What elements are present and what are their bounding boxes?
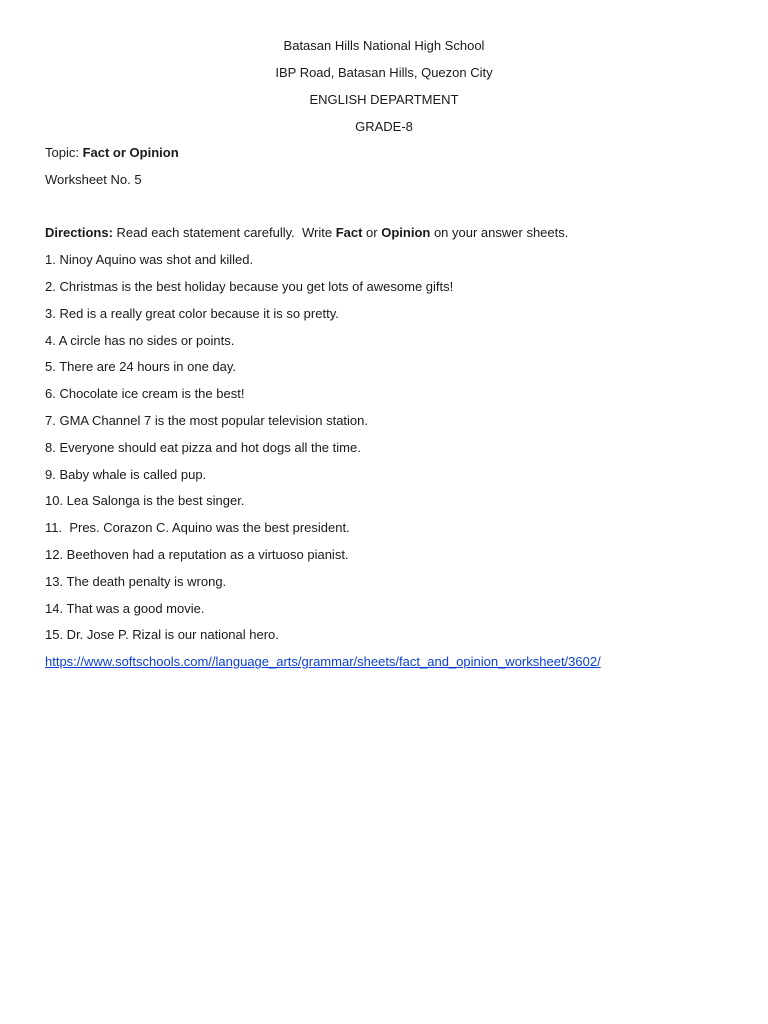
statement-item: 15. Dr. Jose P. Rizal is our national hero. — [45, 627, 279, 643]
worksheet-body — [45, 144, 735, 680]
source-link-line — [45, 653, 735, 680]
statement-list — [45, 251, 735, 653]
statement-item: 5. There are 24 hours in one day. — [45, 359, 237, 375]
statement-item: 9. Baby whale is called pup. — [45, 466, 207, 482]
statement-item: 10. Lea Salonga is the best singer. — [45, 493, 245, 509]
topic-label: Topic: — [45, 145, 83, 160]
topic-value: Fact or Opinion — [82, 145, 179, 160]
grade-level: GRADE-8 — [355, 119, 413, 134]
topic-line — [45, 144, 735, 171]
statement-item: 12. Beethoven had a reputation as a virtuoso pianist. — [45, 546, 349, 562]
school-name: Batasan Hills National High School — [283, 38, 485, 53]
directions-or: or — [362, 225, 382, 241]
directions-text-2: on your answer sheets. — [430, 225, 569, 241]
statement-item: 4. A circle has no sides or points. — [45, 332, 235, 348]
source-link[interactable]: https://www.softschools.com//language_arts/grammar/sheets/fact_and_opinion_worksheet/3602/ — [45, 654, 601, 670]
document-header — [0, 36, 768, 144]
statement-item: 14. That was a good movie. — [45, 600, 205, 616]
worksheet-number: Worksheet No. 5 — [45, 171, 142, 187]
department-name: ENGLISH DEPARTMENT — [309, 92, 459, 107]
directions-opinion: Opinion — [381, 225, 431, 241]
statement-item: 13. The death penalty is wrong. — [45, 573, 227, 589]
school-address: IBP Road, Batasan Hills, Quezon City — [275, 65, 493, 80]
blank-spacer — [45, 198, 735, 225]
directions-label: Directions: — [45, 225, 113, 241]
statement-item: 2. Christmas is the best holiday because you get lots of awesome gifts! — [45, 278, 454, 294]
statement-item: 8. Everyone should eat pizza and hot dogs all the time. — [45, 439, 361, 455]
statement-item: 7. GMA Channel 7 is the most popular television station. — [45, 412, 369, 428]
directions-text-1: Read each statement carefully. Write — [112, 225, 336, 241]
statement-item: 1. Ninoy Aquino was shot and killed. — [45, 252, 254, 268]
directions-fact: Fact — [335, 225, 363, 241]
statement-item: 6. Chocolate ice cream is the best! — [45, 386, 245, 402]
statement-item: 3. Red is a really great color because it is so pretty. — [45, 305, 339, 321]
statement-item: 11. Pres. Corazon C. Aquino was the best president. — [45, 520, 350, 536]
directions-line — [45, 224, 735, 251]
